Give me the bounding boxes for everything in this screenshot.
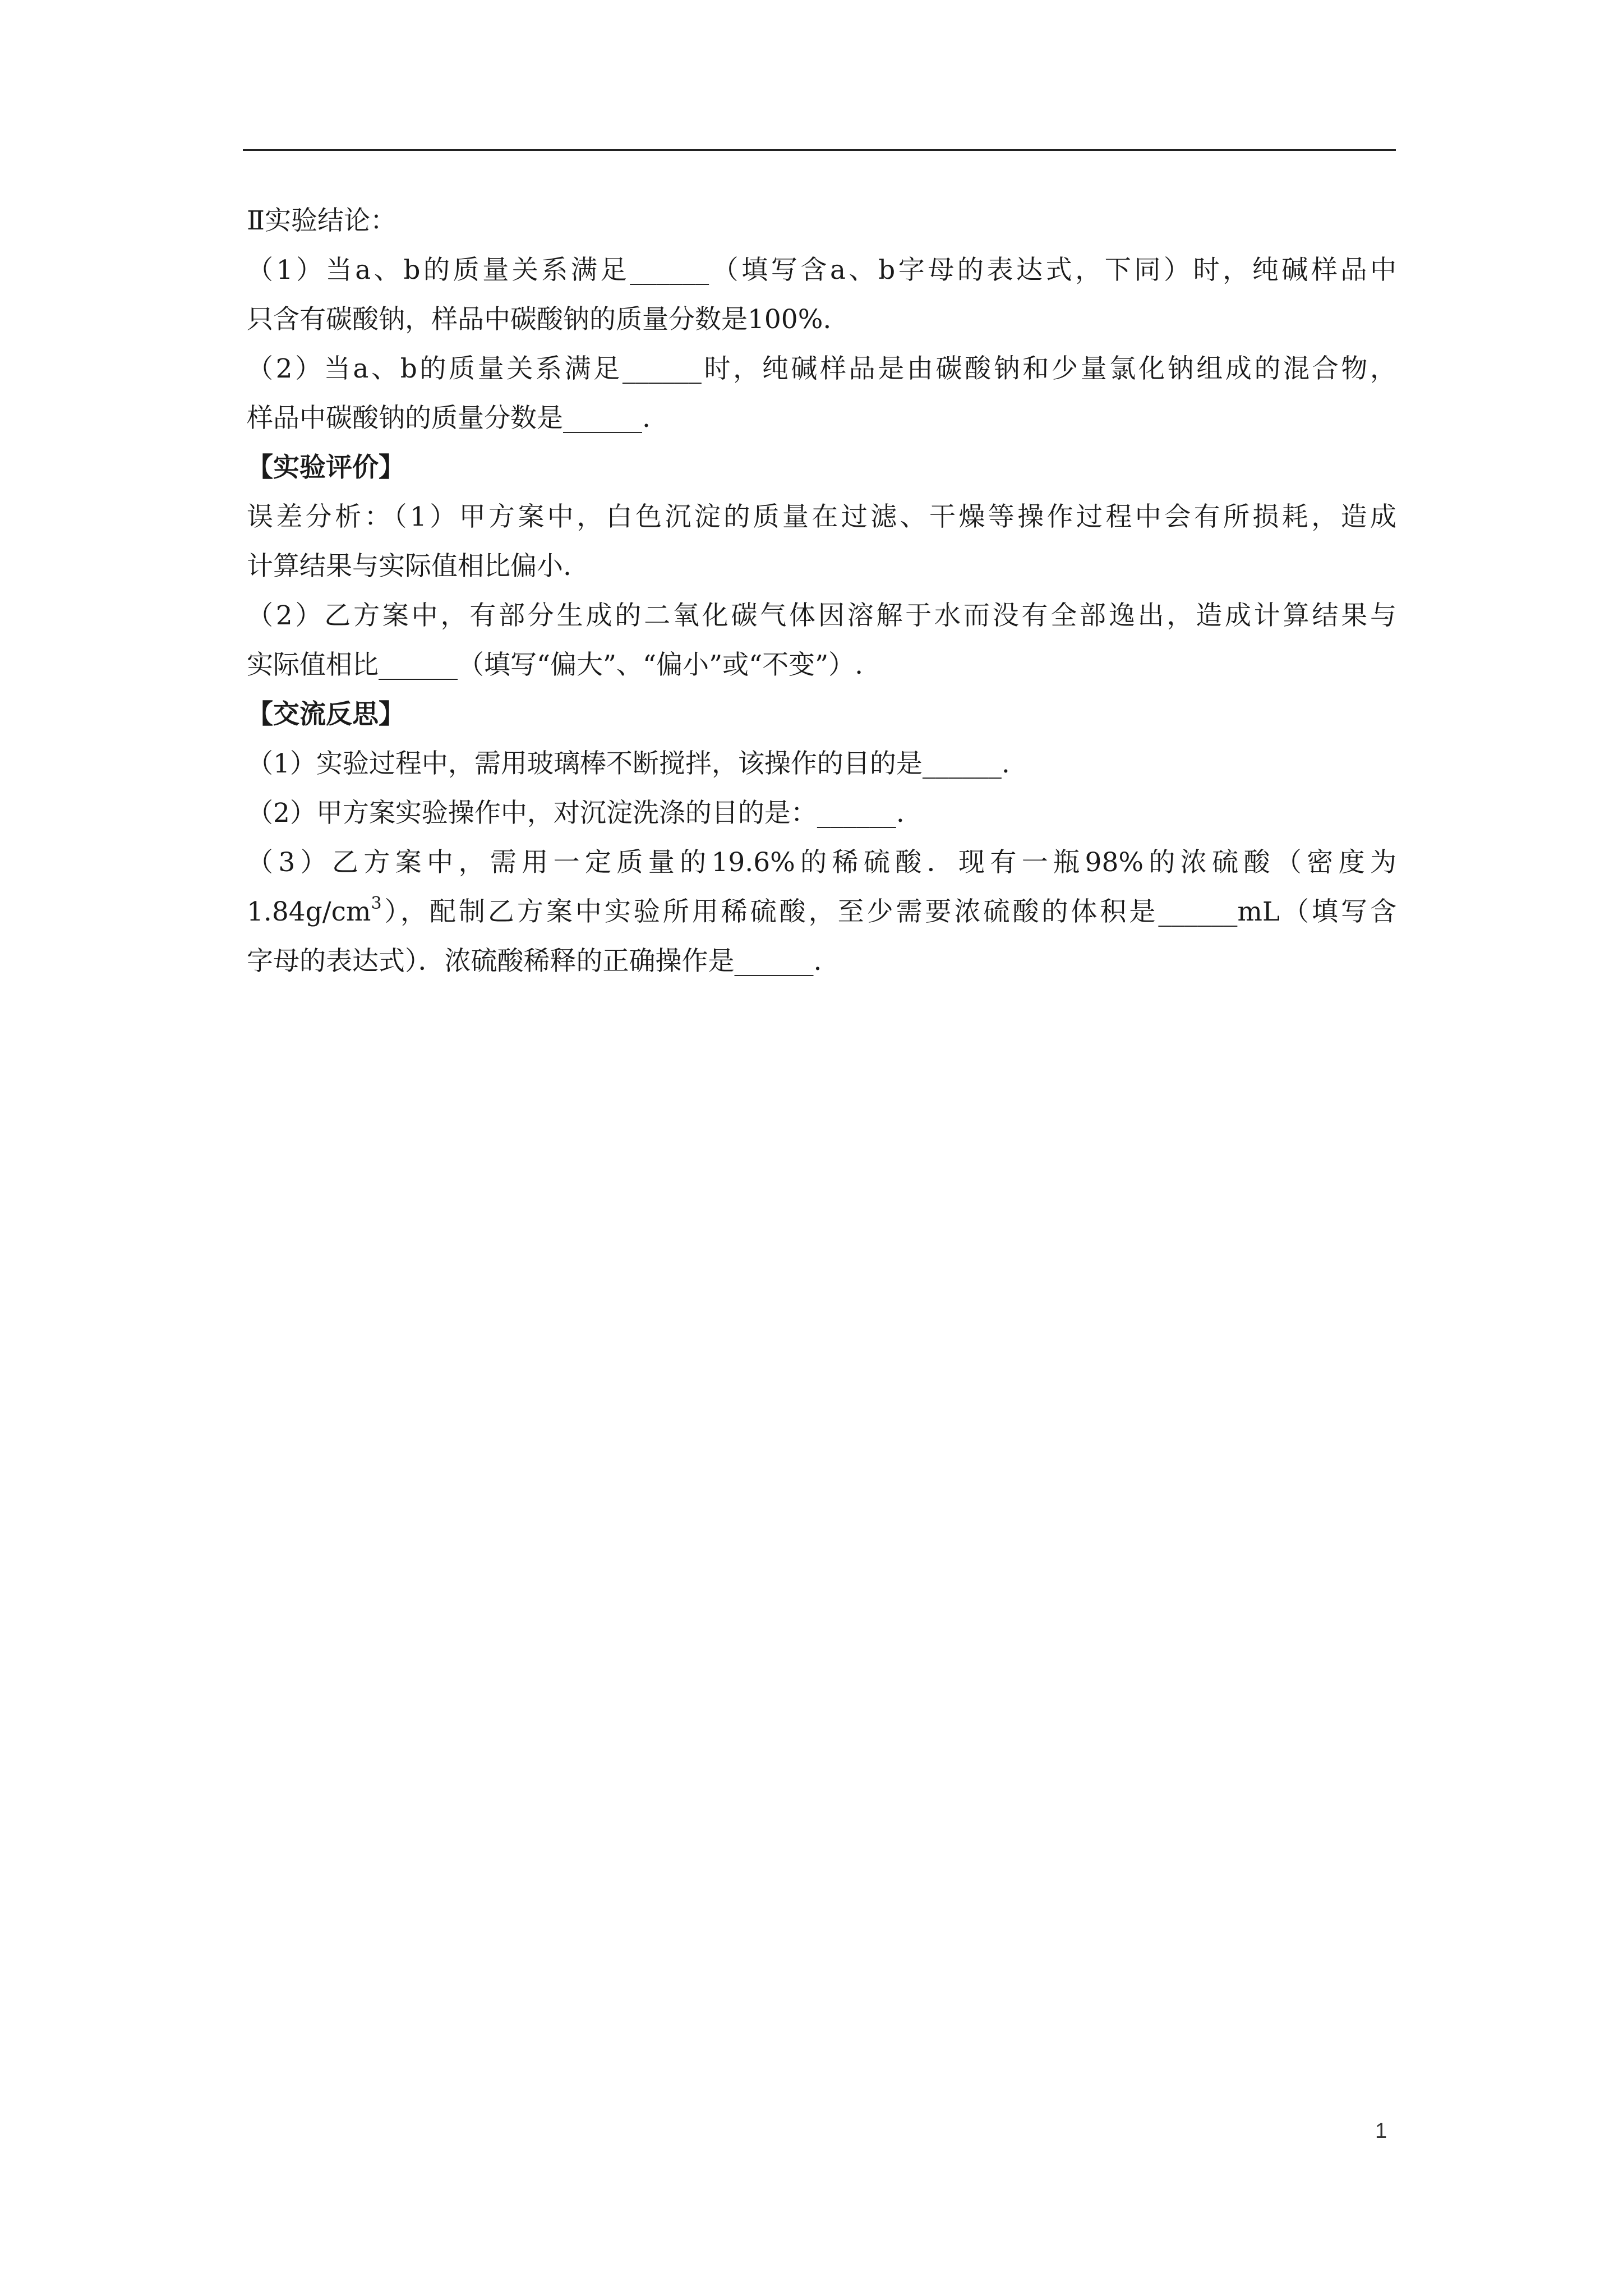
evaluation-q2-line1: （2）乙方案中，有部分生成的二氧化碳气体因溶解于水而没有全部逸出，造成计算结果与 — [247, 600, 1396, 631]
evaluation-q1-line1: 误差分析：（1）甲方案中，白色沉淀的质量在过滤、干燥等操作过程中会有所损耗，造成 — [247, 501, 1396, 532]
reflection-q1: （1）实验过程中，需用玻璃棒不断搅拌，该操作的目的是______. — [247, 748, 1010, 779]
section-title-conclusion: Ⅱ实验结论： — [247, 205, 396, 236]
reflection-q3-line2 — [247, 887, 1396, 937]
conclusion-q2-line1: （2）当a、b的质量关系满足______时，纯碱样品是由碳酸钠和少量氯化钠组成的混合物， — [247, 353, 1396, 384]
header-rule — [243, 149, 1396, 151]
conclusion-q2-line2: 样品中碳酸钠的质量分数是______. — [247, 403, 651, 434]
heading-evaluation: 【实验评价】 — [247, 452, 405, 483]
density-exponent: 3 — [371, 894, 382, 914]
density-value: 1.84g/cm — [247, 896, 371, 927]
reflection-q2: （2）甲方案实验操作中，对沉淀洗涤的目的是：______. — [247, 798, 905, 829]
evaluation-q2-line2: 实际值相比______（填写“偏大”、“偏小”或“不变”）. — [247, 650, 864, 680]
reflection-q3-line3: 字母的表达式）．浓硫酸稀释的正确操作是______. — [247, 946, 822, 977]
evaluation-q1-line2: 计算结果与实际值相比偏小. — [247, 551, 571, 582]
conclusion-q1-line1: （1）当a、b的质量关系满足______（填写含a、b字母的表达式，下同）时，纯碱样品中 — [247, 255, 1396, 286]
heading-reflection: 【交流反思】 — [247, 699, 405, 730]
conclusion-q1-line2: 只含有碳酸钠，样品中碳酸钠的质量分数是100%. — [247, 304, 832, 335]
page-number: 1 — [1375, 2119, 1387, 2143]
document-body — [247, 196, 1396, 986]
reflection-q3-line2-text: ），配制乙方案中实验所用稀硫酸，至少需要浓硫酸的体积是______mL（填写含 — [381, 896, 1396, 927]
reflection-q3-line1: （3）乙方案中，需用一定质量的19.6%的稀硫酸．现有一瓶98%的浓硫酸（密度为 — [247, 847, 1396, 878]
